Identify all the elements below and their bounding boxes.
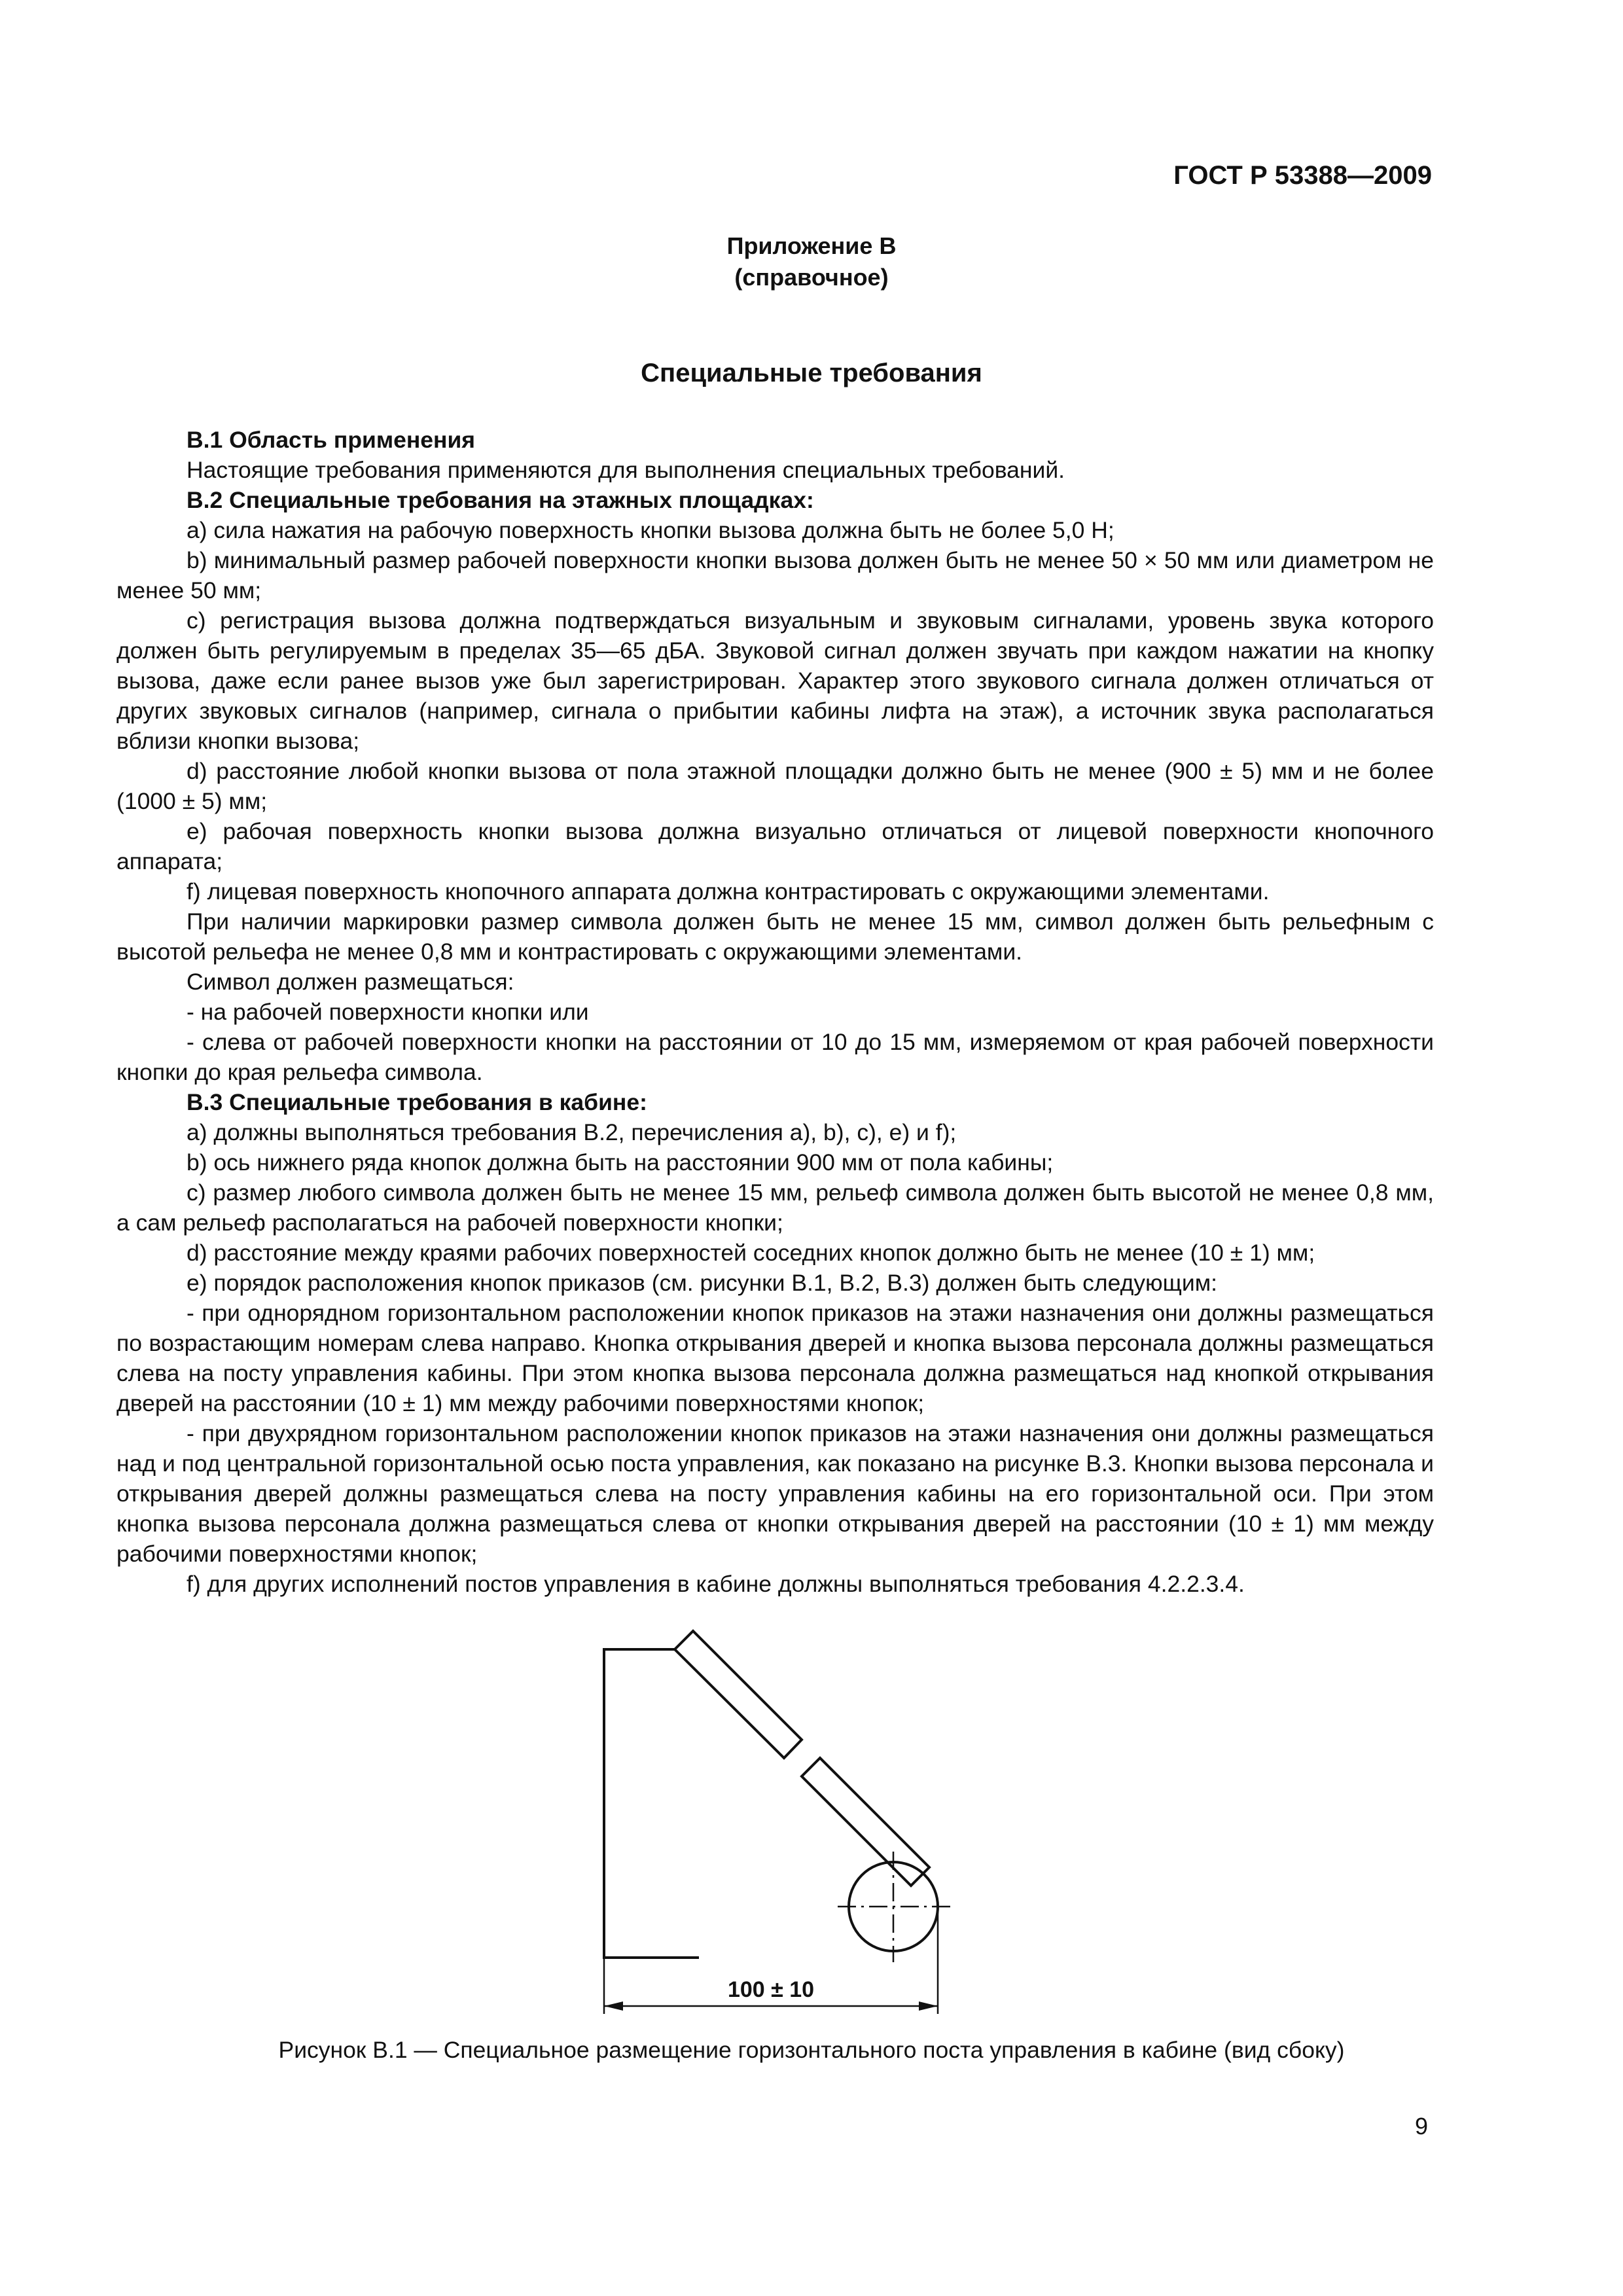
section-heading: В.2 Специальные требования на этажных площадках: (187, 487, 814, 513)
paragraph: е) рабочая поверхность кнопки вызова должна визуально отличаться от лицевой поверхности кнопочного аппарата; (116, 818, 1434, 874)
dimension-arrow-left (604, 2001, 623, 2011)
paragraph: а) должны выполняться требования В.2, перечисления а), b), с), е) и f); (187, 1119, 957, 1145)
section-heading: В.3 Специальные требования в кабине: (187, 1089, 647, 1115)
appendix-label: Приложение В (726, 232, 897, 259)
paragraph: - при двухрядном горизонтальном расположении кнопок приказов на этажи назначения они должны размещаться над и под центральной горизонтальной осью поста управления, как показано на рисунке В.3. Кнопки вызова персонала и открывания дверей должны размещаться слева на посту управления кабины на его горизонтальной оси. При этом кнопка вызова персонала должна размещаться слева от кнопки открывания дверей на расстоянии (10 ± 1) мм между рабочими поверхностями кнопок; (116, 1420, 1434, 1567)
panel-body-outline (604, 1649, 699, 1958)
figure-b1-diagram (589, 1613, 955, 2039)
paragraph: f) лицевая поверхность кнопочного аппарата должна контрастировать с окружающими элементами. (187, 878, 1270, 905)
appendix-status: (справочное) (734, 264, 889, 291)
paragraph: b) минимальный размер рабочей поверхности кнопки вызова должен быть не менее 50 × 50 мм или диаметром не менее 50 мм; (116, 547, 1434, 603)
upper-button (675, 1631, 802, 1758)
paragraph: с) размер любого символа должен быть не менее 15 мм, рельеф символа должен быть высотой не менее 0,8 мм, а сам рельеф располагаться на рабочей поверхности кнопки; (116, 1179, 1434, 1236)
paragraph: Настоящие требования применяются для выполнения специальных требований. (187, 457, 1065, 483)
document-body (116, 425, 1434, 1599)
dimension-arrow-right (919, 2001, 938, 2011)
section-heading: В.1 Область применения (187, 427, 475, 453)
paragraph: - слева от рабочей поверхности кнопки на расстоянии от 10 до 15 мм, измеряемом от края рабочей поверхности кнопки до края рельефа символа. (116, 1029, 1434, 1085)
paragraph: Символ должен размещаться: (187, 969, 514, 995)
paragraph: - при однорядном горизонтальном расположении кнопок приказов на этажи назначения они должны размещаться по возрастающим номерам слева направо. Кнопка открывания дверей и кнопка вызова персонала должны размещаться слева на посту управления кабины. При этом кнопка вызова персонала должна размещаться над кнопкой открывания дверей на расстоянии (10 ± 1) мм между рабочими поверхностями кнопок; (116, 1300, 1434, 1416)
paragraph: d) расстояние между краями рабочих поверхностей соседних кнопок должно быть не менее (10 ± 1) мм; (187, 1240, 1315, 1266)
paragraph: f) для других исполнений постов управления в кабине должны выполняться требования 4.2.2.3.4. (187, 1571, 1245, 1597)
document-number: ГОСТ Р 53388—2009 (1173, 161, 1432, 190)
paragraph: е) порядок расположения кнопок приказов (см. рисунки В.1, В.2, В.3) должен быть следующим: (187, 1270, 1217, 1296)
figure-caption: Рисунок В.1 — Специальное размещение горизонтального поста управления в кабине (вид сбоку) (278, 2037, 1345, 2063)
paragraph: с) регистрация вызова должна подтверждаться визуальным и звуковым сигналами, уровень звука которого должен быть регулируемым в пределах 35—65 дБА. Звуковой сигнал должен звучать при каждом нажатии на кнопку вызова, даже если ранее вызов уже был зарегистрирован. Характер этого звукового сигнала должен отличаться от других звуковых сигналов (например, сигнала о прибытии кабины лифта на этаж), а источник звука располагаться вблизи кнопки вызова; (116, 607, 1434, 754)
page-title: Специальные требования (641, 359, 982, 387)
page-number: 9 (1414, 2113, 1428, 2140)
dimension-label: 100 ± 10 (727, 1977, 815, 2002)
paragraph: b) ось нижнего ряда кнопок должна быть на расстоянии 900 мм от пола кабины; (187, 1149, 1054, 1175)
paragraph: При наличии маркировки размер символа должен быть не менее 15 мм, символ должен быть рельефным с высотой рельефа не менее 0,8 мм и контрастировать с окружающими элементами. (116, 908, 1434, 965)
paragraph: d) расстояние любой кнопки вызова от пола этажной площадки должно быть не менее (900 ± 5) мм и не более (1000 ± 5) мм; (116, 758, 1434, 814)
paragraph: - на рабочей поверхности кнопки или (187, 999, 589, 1025)
paragraph: а) сила нажатия на рабочую поверхность кнопки вызова должна быть не более 5,0 Н; (187, 517, 1115, 543)
appendix-heading (0, 230, 1623, 293)
